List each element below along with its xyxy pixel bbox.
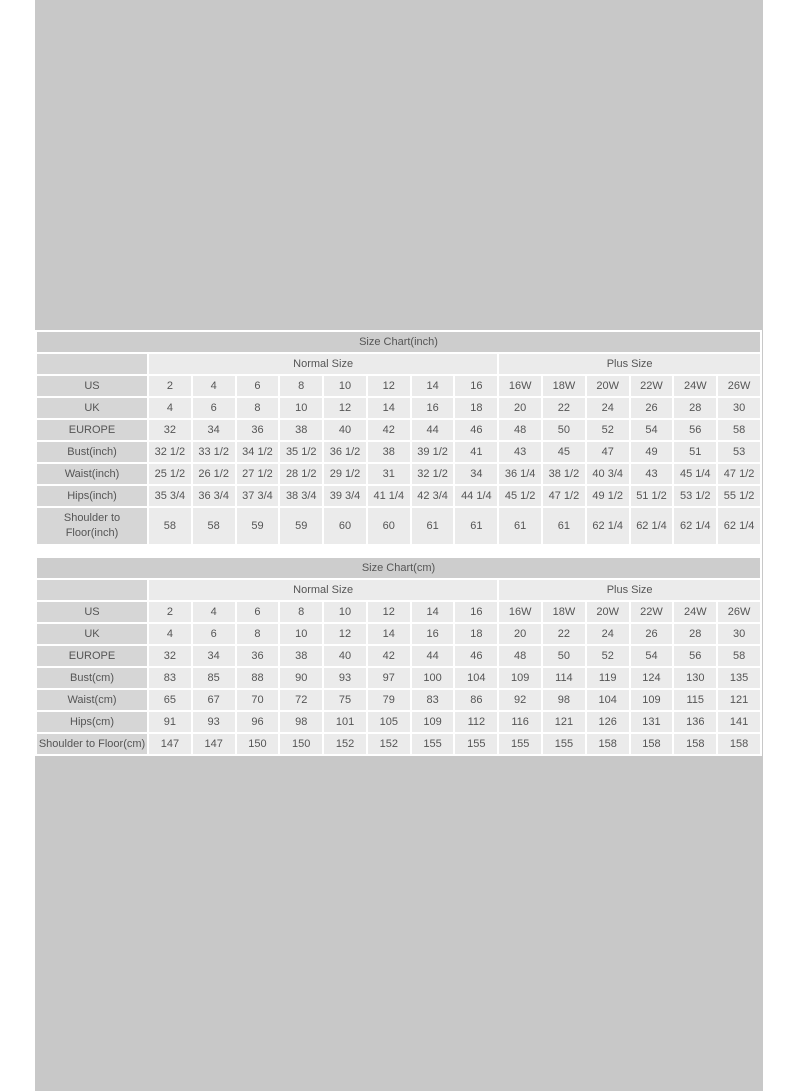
- size-value-cell: 42: [368, 646, 410, 666]
- size-value-cell: 62 1/4: [718, 508, 760, 544]
- size-value-cell: 121: [543, 712, 585, 732]
- size-value-cell: 32: [149, 420, 191, 440]
- size-value-cell: 44: [412, 646, 454, 666]
- size-value-cell: 54: [631, 420, 673, 440]
- size-value-cell: 36 3/4: [193, 486, 235, 506]
- size-value-cell: 14: [412, 602, 454, 622]
- size-value-cell: 47: [587, 442, 629, 462]
- size-value-cell: 90: [280, 668, 322, 688]
- size-value-cell: 65: [149, 690, 191, 710]
- size-value-cell: 36 1/4: [499, 464, 541, 484]
- size-value-cell: 152: [324, 734, 366, 754]
- size-value-cell: 83: [149, 668, 191, 688]
- size-value-cell: 61: [543, 508, 585, 544]
- size-value-cell: 12: [324, 624, 366, 644]
- size-value-cell: 40 3/4: [587, 464, 629, 484]
- size-value-cell: 16: [455, 376, 497, 396]
- size-value-cell: 91: [149, 712, 191, 732]
- size-value-cell: 40: [324, 646, 366, 666]
- size-value-cell: 4: [149, 624, 191, 644]
- size-value-cell: 70: [237, 690, 279, 710]
- size-value-cell: 32: [149, 646, 191, 666]
- size-value-cell: 51 1/2: [631, 486, 673, 506]
- size-value-cell: 10: [280, 398, 322, 418]
- size-value-cell: 30: [718, 624, 760, 644]
- size-value-cell: 96: [237, 712, 279, 732]
- size-value-cell: 56: [674, 646, 716, 666]
- size-group-header: Plus Size: [499, 354, 760, 374]
- size-value-cell: 16W: [499, 602, 541, 622]
- size-value-cell: 56: [674, 420, 716, 440]
- size-value-cell: 10: [324, 602, 366, 622]
- table-row: [37, 376, 760, 396]
- size-value-cell: 28: [674, 398, 716, 418]
- size-value-cell: 18W: [543, 376, 585, 396]
- size-value-cell: 12: [368, 376, 410, 396]
- size-value-cell: 98: [280, 712, 322, 732]
- size-value-cell: 75: [324, 690, 366, 710]
- size-value-cell: 155: [412, 734, 454, 754]
- size-value-cell: 32 1/2: [412, 464, 454, 484]
- size-value-cell: 93: [324, 668, 366, 688]
- size-value-cell: 22W: [631, 376, 673, 396]
- table-row: [37, 486, 760, 506]
- size-value-cell: 16: [455, 602, 497, 622]
- size-value-cell: 43: [631, 464, 673, 484]
- size-value-cell: 18: [455, 624, 497, 644]
- size-value-cell: 98: [543, 690, 585, 710]
- size-value-cell: 131: [631, 712, 673, 732]
- size-chart-tables: [35, 330, 762, 756]
- size-value-cell: 116: [499, 712, 541, 732]
- size-value-cell: 10: [324, 376, 366, 396]
- size-value-cell: 54: [631, 646, 673, 666]
- table-row: [37, 420, 760, 440]
- size-value-cell: 12: [324, 398, 366, 418]
- size-value-cell: 93: [193, 712, 235, 732]
- size-value-cell: 20: [499, 624, 541, 644]
- size-value-cell: 124: [631, 668, 673, 688]
- table-row: [37, 442, 760, 462]
- size-value-cell: 42 3/4: [412, 486, 454, 506]
- size-value-cell: 36: [237, 420, 279, 440]
- size-chart-table-0: [35, 330, 762, 546]
- size-value-cell: 105: [368, 712, 410, 732]
- size-value-cell: 62 1/4: [631, 508, 673, 544]
- size-value-cell: 28 1/2: [280, 464, 322, 484]
- size-value-cell: 4: [193, 602, 235, 622]
- size-value-cell: 114: [543, 668, 585, 688]
- size-value-cell: 38: [280, 420, 322, 440]
- size-value-cell: 109: [412, 712, 454, 732]
- size-value-cell: 92: [499, 690, 541, 710]
- size-value-cell: 25 1/2: [149, 464, 191, 484]
- size-value-cell: 104: [455, 668, 497, 688]
- size-value-cell: 14: [368, 398, 410, 418]
- size-value-cell: 43: [499, 442, 541, 462]
- size-value-cell: 58: [718, 646, 760, 666]
- size-value-cell: 22: [543, 624, 585, 644]
- size-value-cell: 38: [280, 646, 322, 666]
- size-value-cell: 158: [587, 734, 629, 754]
- size-value-cell: 97: [368, 668, 410, 688]
- size-value-cell: 26: [631, 624, 673, 644]
- corner-cell: [37, 580, 147, 600]
- size-value-cell: 150: [280, 734, 322, 754]
- size-value-cell: 8: [237, 624, 279, 644]
- size-value-cell: 45: [543, 442, 585, 462]
- size-value-cell: 147: [149, 734, 191, 754]
- size-value-cell: 88: [237, 668, 279, 688]
- table-row: [37, 668, 760, 688]
- size-value-cell: 4: [193, 376, 235, 396]
- size-value-cell: 30: [718, 398, 760, 418]
- size-value-cell: 47 1/2: [718, 464, 760, 484]
- size-group-header: Normal Size: [149, 580, 497, 600]
- size-value-cell: 6: [193, 624, 235, 644]
- row-label: Bust(inch): [37, 442, 147, 462]
- size-value-cell: 79: [368, 690, 410, 710]
- size-value-cell: 155: [499, 734, 541, 754]
- size-value-cell: 34 1/2: [237, 442, 279, 462]
- size-value-cell: 20: [499, 398, 541, 418]
- table-row: [37, 508, 760, 544]
- size-value-cell: 24: [587, 398, 629, 418]
- size-value-cell: 115: [674, 690, 716, 710]
- table-row: [37, 646, 760, 666]
- product-image-background: [35, 0, 763, 1091]
- size-value-cell: 126: [587, 712, 629, 732]
- size-value-cell: 152: [368, 734, 410, 754]
- size-value-cell: 16W: [499, 376, 541, 396]
- size-value-cell: 60: [324, 508, 366, 544]
- row-label: Shoulder to Floor(inch): [37, 508, 147, 544]
- size-value-cell: 36: [237, 646, 279, 666]
- size-value-cell: 41 1/4: [368, 486, 410, 506]
- table-row: [37, 602, 760, 622]
- table-row: [37, 398, 760, 418]
- size-value-cell: 55 1/2: [718, 486, 760, 506]
- row-label: US: [37, 376, 147, 396]
- size-value-cell: 41: [455, 442, 497, 462]
- size-value-cell: 24W: [674, 602, 716, 622]
- size-value-cell: 58: [193, 508, 235, 544]
- size-value-cell: 4: [149, 398, 191, 418]
- size-value-cell: 40: [324, 420, 366, 440]
- size-value-cell: 83: [412, 690, 454, 710]
- size-value-cell: 147: [193, 734, 235, 754]
- row-label: EUROPE: [37, 420, 147, 440]
- size-value-cell: 150: [237, 734, 279, 754]
- size-value-cell: 45 1/2: [499, 486, 541, 506]
- size-value-cell: 58: [718, 420, 760, 440]
- size-value-cell: 53 1/2: [674, 486, 716, 506]
- size-value-cell: 6: [237, 602, 279, 622]
- size-value-cell: 6: [193, 398, 235, 418]
- size-value-cell: 50: [543, 646, 585, 666]
- size-value-cell: 155: [543, 734, 585, 754]
- size-value-cell: 158: [674, 734, 716, 754]
- row-label: UK: [37, 398, 147, 418]
- size-value-cell: 31: [368, 464, 410, 484]
- row-label: Bust(cm): [37, 668, 147, 688]
- size-value-cell: 62 1/4: [674, 508, 716, 544]
- size-value-cell: 35 1/2: [280, 442, 322, 462]
- size-value-cell: 38 1/2: [543, 464, 585, 484]
- size-value-cell: 61: [499, 508, 541, 544]
- size-value-cell: 50: [543, 420, 585, 440]
- size-value-cell: 61: [412, 508, 454, 544]
- size-value-cell: 109: [631, 690, 673, 710]
- size-value-cell: 47 1/2: [543, 486, 585, 506]
- size-value-cell: 48: [499, 420, 541, 440]
- size-value-cell: 104: [587, 690, 629, 710]
- size-value-cell: 22W: [631, 602, 673, 622]
- size-value-cell: 34: [193, 420, 235, 440]
- size-value-cell: 130: [674, 668, 716, 688]
- row-label: Waist(inch): [37, 464, 147, 484]
- size-value-cell: 136: [674, 712, 716, 732]
- size-value-cell: 85: [193, 668, 235, 688]
- size-value-cell: 39 3/4: [324, 486, 366, 506]
- row-label: Hips(cm): [37, 712, 147, 732]
- size-chart-title: Size Chart(cm): [37, 558, 760, 578]
- size-chart-title: Size Chart(inch): [37, 332, 760, 352]
- row-label: US: [37, 602, 147, 622]
- size-value-cell: 52: [587, 646, 629, 666]
- size-value-cell: 10: [280, 624, 322, 644]
- size-value-cell: 26 1/2: [193, 464, 235, 484]
- size-value-cell: 158: [631, 734, 673, 754]
- size-value-cell: 34: [455, 464, 497, 484]
- size-value-cell: 12: [368, 602, 410, 622]
- corner-cell: [37, 354, 147, 374]
- size-value-cell: 14: [368, 624, 410, 644]
- size-group-header: Normal Size: [149, 354, 497, 374]
- table-row: [37, 712, 760, 732]
- size-value-cell: 112: [455, 712, 497, 732]
- size-value-cell: 8: [280, 376, 322, 396]
- size-value-cell: 101: [324, 712, 366, 732]
- size-value-cell: 121: [718, 690, 760, 710]
- size-value-cell: 26W: [718, 602, 760, 622]
- size-chart-table-1: [35, 556, 762, 756]
- size-value-cell: 141: [718, 712, 760, 732]
- row-label: Hips(inch): [37, 486, 147, 506]
- table-row: [37, 734, 760, 754]
- size-value-cell: 58: [149, 508, 191, 544]
- size-value-cell: 48: [499, 646, 541, 666]
- size-value-cell: 52: [587, 420, 629, 440]
- size-value-cell: 16: [412, 624, 454, 644]
- size-value-cell: 67: [193, 690, 235, 710]
- size-value-cell: 35 3/4: [149, 486, 191, 506]
- size-value-cell: 37 3/4: [237, 486, 279, 506]
- size-value-cell: 29 1/2: [324, 464, 366, 484]
- size-value-cell: 27 1/2: [237, 464, 279, 484]
- row-label: Shoulder to Floor(cm): [37, 734, 147, 754]
- size-value-cell: 49 1/2: [587, 486, 629, 506]
- size-value-cell: 18W: [543, 602, 585, 622]
- row-label: Waist(cm): [37, 690, 147, 710]
- size-value-cell: 42: [368, 420, 410, 440]
- size-value-cell: 62 1/4: [587, 508, 629, 544]
- size-value-cell: 59: [280, 508, 322, 544]
- size-value-cell: 45 1/4: [674, 464, 716, 484]
- size-value-cell: 8: [237, 398, 279, 418]
- size-value-cell: 24: [587, 624, 629, 644]
- size-value-cell: 20W: [587, 376, 629, 396]
- size-value-cell: 60: [368, 508, 410, 544]
- size-value-cell: 2: [149, 376, 191, 396]
- size-value-cell: 38 3/4: [280, 486, 322, 506]
- table-row: [37, 464, 760, 484]
- size-value-cell: 109: [499, 668, 541, 688]
- row-label: EUROPE: [37, 646, 147, 666]
- size-value-cell: 2: [149, 602, 191, 622]
- size-value-cell: 72: [280, 690, 322, 710]
- size-value-cell: 38: [368, 442, 410, 462]
- size-value-cell: 119: [587, 668, 629, 688]
- size-value-cell: 100: [412, 668, 454, 688]
- size-value-cell: 46: [455, 420, 497, 440]
- size-value-cell: 26W: [718, 376, 760, 396]
- size-value-cell: 28: [674, 624, 716, 644]
- size-value-cell: 44: [412, 420, 454, 440]
- size-value-cell: 20W: [587, 602, 629, 622]
- size-value-cell: 46: [455, 646, 497, 666]
- size-value-cell: 33 1/2: [193, 442, 235, 462]
- size-value-cell: 49: [631, 442, 673, 462]
- size-value-cell: 86: [455, 690, 497, 710]
- size-value-cell: 24W: [674, 376, 716, 396]
- size-value-cell: 44 1/4: [455, 486, 497, 506]
- size-value-cell: 61: [455, 508, 497, 544]
- size-value-cell: 53: [718, 442, 760, 462]
- size-value-cell: 59: [237, 508, 279, 544]
- table-row: [37, 624, 760, 644]
- size-value-cell: 158: [718, 734, 760, 754]
- table-row: [37, 690, 760, 710]
- size-value-cell: 8: [280, 602, 322, 622]
- size-value-cell: 32 1/2: [149, 442, 191, 462]
- row-label: UK: [37, 624, 147, 644]
- size-value-cell: 36 1/2: [324, 442, 366, 462]
- size-value-cell: 34: [193, 646, 235, 666]
- size-value-cell: 26: [631, 398, 673, 418]
- size-value-cell: 6: [237, 376, 279, 396]
- size-group-header: Plus Size: [499, 580, 760, 600]
- size-value-cell: 135: [718, 668, 760, 688]
- size-value-cell: 51: [674, 442, 716, 462]
- size-value-cell: 18: [455, 398, 497, 418]
- size-value-cell: 39 1/2: [412, 442, 454, 462]
- size-value-cell: 22: [543, 398, 585, 418]
- size-value-cell: 16: [412, 398, 454, 418]
- size-value-cell: 14: [412, 376, 454, 396]
- size-value-cell: 155: [455, 734, 497, 754]
